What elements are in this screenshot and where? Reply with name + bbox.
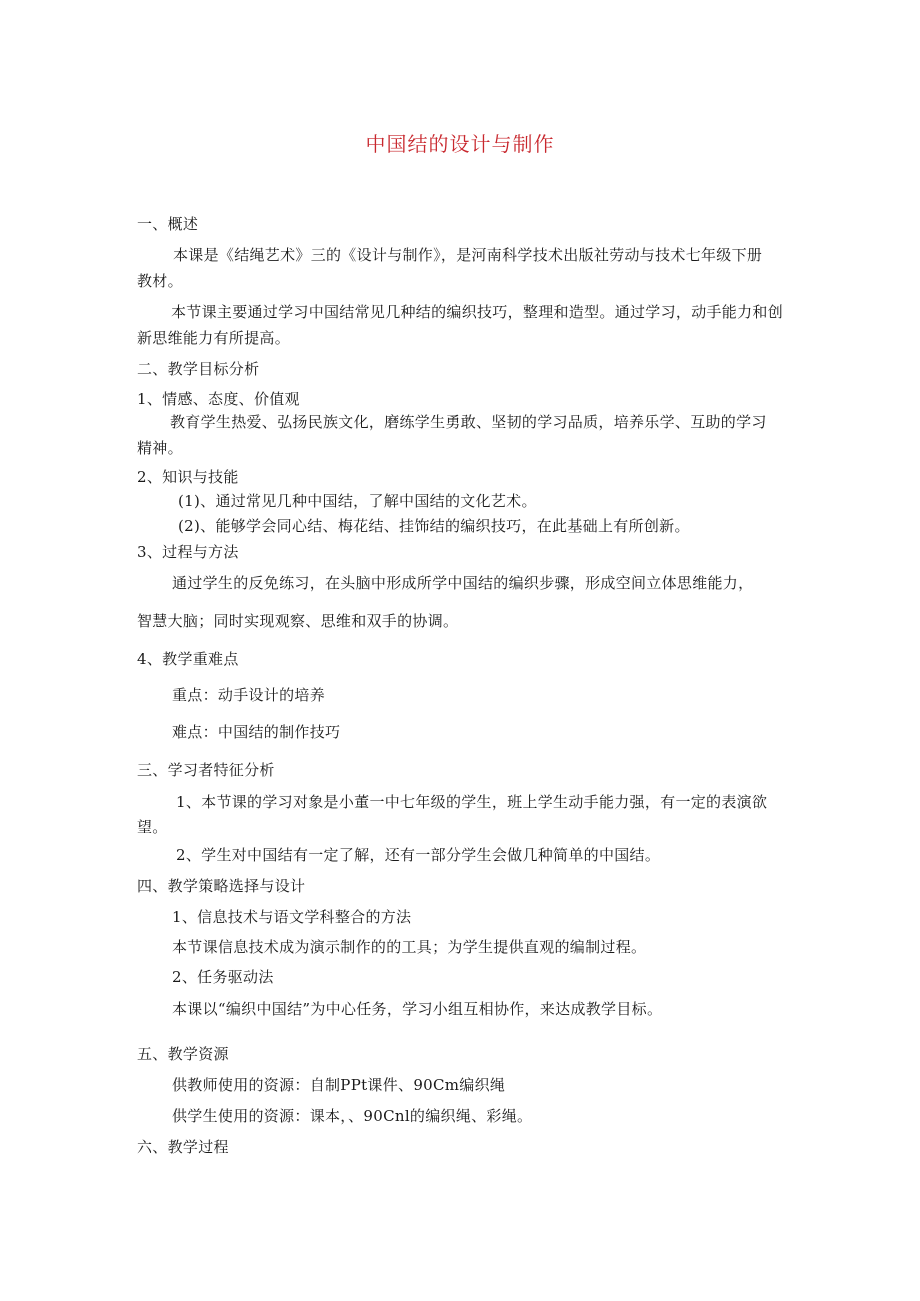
section-heading-resources: 五、教学资源 [137,1045,229,1063]
paragraph-line: 本节课主要通过学习中国结常见几种结的编织技巧，整理和造型。通过学习，动手能力和创 [171,303,784,321]
paragraph-line: 本节课信息技术成为演示制作的的工具；为学生提供直观的编制过程。 [172,938,647,956]
section-heading-objectives: 二、教学目标分析 [137,360,260,378]
subheading: 2、知识与技能 [137,468,239,486]
subheading: 1、信息技术与语文学科整合的方法 [172,908,412,926]
section-heading-process: 六、教学过程 [137,1138,229,1156]
subheading: 1、情感、态度、价值观 [137,390,300,408]
key-point: 重点：动手设计的培养 [172,686,326,704]
subheading: 4、教学重难点 [137,650,239,668]
student-resources: 供学生使用的资源：课本，、90Cnl的编织绳、彩绳。 [172,1107,533,1125]
section-heading-overview: 一、概述 [137,215,199,233]
paragraph-line: 望。 [137,818,168,836]
list-item: 2、学生对中国结有一定了解，还有一部分学生会做几种简单的中国结。 [176,846,661,864]
difficult-point: 难点：中国结的制作技巧 [172,723,341,741]
list-item: 1、本节课的学习对象是小董一中七年级的学生，班上学生动手能力强，有一定的表演欲 [176,793,768,811]
paragraph-line: 智慧大脑；同时实现观察、思维和双手的协调。 [137,612,459,630]
paragraph-line: 本课以“编织中国结”为中心任务，学习小组互相协作，来达成教学目标。 [172,1000,663,1018]
teacher-resources: 供教师使用的资源：自制PPt课件、90Cm编织绳 [172,1076,506,1094]
subheading: 3、过程与方法 [137,543,239,561]
paragraph-line: 精神。 [137,439,183,457]
section-heading-strategy: 四、教学策略选择与设计 [137,877,306,895]
paragraph-line: 教育学生热爱、弘扬民族文化，磨练学生勇敢、坚韧的学习品质，培养乐学、互助的学习 [170,413,767,431]
paragraph-line: 本课是《结绳艺术》三的《设计与制作》，是河南科学技术出版社劳动与技术七年级下册 [173,246,763,264]
section-heading-learners: 三、学习者特征分析 [137,761,275,779]
paragraph-line: 通过学生的反免练习，在头脑中形成所学中国结的编织步骤，形成空间立体思维能力， [172,574,754,592]
list-item: (2)、能够学会同心结、梅花结、挂饰结的编织技巧，在此基础上有所创新。 [178,517,690,535]
document-title: 中国结的设计与制作 [365,132,555,156]
paragraph-line: 教材。 [137,272,183,290]
paragraph-line: 新思维能力有所提高。 [137,329,291,347]
subheading: 2、任务驱动法 [172,968,274,986]
list-item: (1)、通过常见几种中国结，了解中国结的文化艺术。 [178,492,537,510]
